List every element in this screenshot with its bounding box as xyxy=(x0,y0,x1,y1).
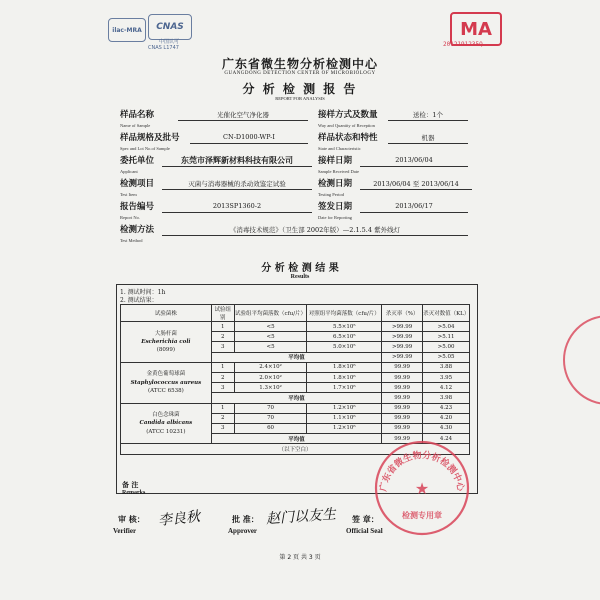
strain-name-cn: 白色念珠菌 xyxy=(152,412,180,418)
strain-code: (8099) xyxy=(156,347,176,353)
stamp-outer-text: 广东省微生物分析检测中心 xyxy=(378,450,466,493)
report-title-en: REPORT FOR ANALYSIS xyxy=(275,96,325,101)
spec-lot-sub: Spec and Lot No.of Sample xyxy=(120,146,170,151)
cell-kl: 3.95 xyxy=(423,372,470,382)
table-row xyxy=(121,322,470,332)
average-rate: 99.99 xyxy=(382,393,423,403)
cell-grp: 3 xyxy=(211,423,234,433)
test-result-note: 2. 测试结果： xyxy=(120,297,158,304)
org-name-cn: 广东省微生物分析检测中心 xyxy=(221,57,378,71)
cell-kl: >5.04 xyxy=(423,322,470,332)
period-label: 检测日期 xyxy=(318,179,353,189)
verifier-signature: 李良秋 xyxy=(157,508,201,530)
cell-ctrl: 6.5×10⁵ xyxy=(307,332,382,342)
cell-rate: >99.99 xyxy=(382,332,423,342)
cell-rate: 99.99 xyxy=(382,372,423,382)
cnas-logo xyxy=(148,14,192,40)
cell-rate: >99.99 xyxy=(382,342,423,352)
period-value: 2013/06/04 至 2013/06/14 xyxy=(373,180,459,188)
cell-test: <5 xyxy=(234,322,307,332)
cell-rate: 99.99 xyxy=(382,413,423,423)
item-value: 灭菌与消毒器械的杀动效鉴定试验 xyxy=(188,180,286,188)
method-sub: Test Method xyxy=(120,238,143,243)
cell-test: 1.3×10² xyxy=(234,383,307,393)
approver-signature: 赵门以友生 xyxy=(265,506,337,528)
official-stamp xyxy=(372,438,472,538)
strain-cell xyxy=(121,403,212,444)
approver-en: Approver xyxy=(228,527,258,535)
cell-grp: 3 xyxy=(211,383,234,393)
average-kl: 3.98 xyxy=(423,393,470,403)
strain-name-cn: 大肠杆菌 xyxy=(154,330,177,337)
method-label: 检测方法 xyxy=(120,225,155,235)
ilac-mra-logo xyxy=(108,18,146,42)
cell-test: 70 xyxy=(234,413,307,423)
strain-name-latin: Escherichia coli xyxy=(141,338,191,345)
cell-test: <5 xyxy=(234,332,307,342)
client-sub: Applicant xyxy=(120,169,138,174)
item-sub: Test Item xyxy=(120,192,137,197)
cell-rate: 99.99 xyxy=(382,403,423,413)
cell-kl: 4.20 xyxy=(423,413,470,423)
issue-date-value: 2013/06/17 xyxy=(395,202,433,210)
method-value: 《消毒技术规范》（卫生部 2002年版）—2.1.5.4 紫外线灯 xyxy=(229,226,401,234)
cell-test: 70 xyxy=(234,403,307,413)
cnas-label: CNAS xyxy=(156,22,184,32)
cell-ctrl: 1.8×10⁶ xyxy=(307,372,382,382)
cell-grp: 3 xyxy=(211,342,234,352)
sample-name-sub: Name of Sample xyxy=(120,123,151,128)
cell-kl: 4.12 xyxy=(423,383,470,393)
col-ctrl-avg: 对照组平均菌落数（cfu/片） xyxy=(307,305,382,322)
table-row xyxy=(121,403,470,413)
cell-grp: 2 xyxy=(211,372,234,382)
verifier-label: 审 核： xyxy=(118,515,145,524)
strain-cell xyxy=(121,322,212,363)
cma-label: MA xyxy=(460,18,492,40)
issue-date-sub: Date for Reporting xyxy=(318,215,352,220)
cell-kl: 4.23 xyxy=(423,403,470,413)
cell-ctrl: 1.1×10⁶ xyxy=(307,413,382,423)
col-test-avg: 试验组平均菌落数（cfu/片） xyxy=(234,305,307,322)
cell-grp: 2 xyxy=(211,332,234,342)
cell-ctrl: 1.2×10⁶ xyxy=(307,423,382,433)
received-sub: Sample Received Date xyxy=(318,169,359,174)
remarks-label: 备 注 xyxy=(122,481,139,489)
strain-code: (ATCC 10231) xyxy=(146,428,186,435)
cell-kl: >5.00 xyxy=(423,342,470,352)
seal-label: 签 章： xyxy=(352,515,379,524)
state-sub: State and Characteristic xyxy=(318,146,361,151)
client-label: 委托单位 xyxy=(120,156,155,166)
strain-cell xyxy=(121,362,212,403)
col-kill-rate: 杀灭率（%） xyxy=(382,305,423,322)
org-name-en: GUANGDONG DETECTION CENTER OF MICROBIOLOGY xyxy=(224,71,376,76)
client-value: 东莞市泽辉新材料科技有限公司 xyxy=(181,156,293,165)
table-row xyxy=(121,362,470,372)
average-label: 平均值 xyxy=(211,434,381,444)
sample-name-value: 光催化空气净化器 xyxy=(217,111,269,119)
strain-code: (ATCC 6538) xyxy=(147,387,184,394)
cell-ctrl: 5.5×10⁵ xyxy=(307,322,382,332)
cell-test: 60 xyxy=(234,423,307,433)
strain-name-cn: 金黄色葡萄球菌 xyxy=(146,371,186,378)
state-value: 机器 xyxy=(421,134,435,142)
report-no-value: 2013SP1360-2 xyxy=(212,202,262,210)
average-rate: >99.99 xyxy=(382,352,423,362)
cnas-reg-number: CNAS L1747 xyxy=(148,45,179,51)
cell-rate: 99.99 xyxy=(382,423,423,433)
col-kl: 杀灭对数值（KL） xyxy=(423,305,470,322)
cell-kl: 4.30 xyxy=(423,423,470,433)
average-kl: >5.05 xyxy=(423,352,470,362)
report-title-cn: 分 析 检 测 报 告 xyxy=(242,82,358,96)
method-qty-label: 接样方式及数量 xyxy=(318,110,378,120)
cell-test: <5 xyxy=(234,342,307,352)
spec-lot-label: 样品规格及批号 xyxy=(120,133,180,143)
cell-ctrl: 1.8×10⁶ xyxy=(307,362,382,372)
method-qty-sub: Way and Quantity of Reception xyxy=(318,123,375,128)
average-kl: 4.24 xyxy=(423,434,470,444)
cnas-cn-text: 中国认可 xyxy=(159,39,180,45)
cell-kl: >5.11 xyxy=(423,332,470,342)
cell-grp: 1 xyxy=(211,322,234,332)
received-label: 接样日期 xyxy=(318,156,353,166)
star-icon: ★ xyxy=(414,479,430,498)
col-strain: 试验菌株 xyxy=(121,305,212,322)
test-time-note: 1. 测试时间：1h xyxy=(120,289,166,296)
cell-rate: 99.99 xyxy=(382,362,423,372)
stamp-inner-text: 检测专用章 xyxy=(402,511,442,520)
period-sub: Testing Period xyxy=(318,192,345,197)
seal-en: Official Seal xyxy=(346,527,383,535)
cma-code: 2012191235Q xyxy=(443,41,483,48)
cell-kl: 3.88 xyxy=(423,362,470,372)
cell-test: 2.4×10² xyxy=(234,362,307,372)
cell-test: 2.0×10² xyxy=(234,372,307,382)
results-table xyxy=(120,304,470,455)
cell-rate: 99.99 xyxy=(382,383,423,393)
strain-name-latin: Candida albicans xyxy=(139,420,193,427)
approver-label: 批 准： xyxy=(232,515,259,524)
average-label: 平均值 xyxy=(211,352,381,362)
table-header-row xyxy=(121,305,470,322)
item-label: 检测项目 xyxy=(120,179,155,189)
cell-rate: >99.99 xyxy=(382,322,423,332)
cell-ctrl: 1.7×10⁶ xyxy=(307,383,382,393)
remarks-sub: Remarks xyxy=(122,490,146,496)
method-qty-value: 送检：1个 xyxy=(412,111,444,119)
received-value: 2013/06/04 xyxy=(395,156,433,164)
end-note: （以下空白） xyxy=(121,444,470,455)
strain-name-latin: Staphylococcus aureus xyxy=(130,379,202,386)
verifier-en: Verifier xyxy=(113,527,137,535)
results-title-cn: 分 析 检 测 结 果 xyxy=(261,263,339,274)
ilac-label: ilac-MRA xyxy=(112,26,142,34)
report-no-sub: Report No. xyxy=(120,215,140,220)
cell-grp: 1 xyxy=(211,403,234,413)
state-label: 样品状态和特性 xyxy=(318,133,378,143)
sample-name-label: 样品名称 xyxy=(120,110,155,120)
cell-grp: 2 xyxy=(211,413,234,423)
col-group: 试验组别 xyxy=(211,305,234,322)
edge-stamp xyxy=(560,310,600,410)
results-title-en: Results xyxy=(290,274,310,280)
average-rate: 99.99 xyxy=(382,434,423,444)
cell-grp: 1 xyxy=(211,362,234,372)
issue-date-label: 签发日期 xyxy=(318,202,353,212)
cell-ctrl: 5.0×10⁵ xyxy=(307,342,382,352)
spec-lot-value: CN-D1000-WP-I xyxy=(223,133,275,141)
report-no-label: 报告编号 xyxy=(120,202,155,212)
average-label: 平均值 xyxy=(211,393,381,403)
page-number: 第 2 页 共 3 页 xyxy=(279,554,321,561)
cell-ctrl: 1.2×10⁶ xyxy=(307,403,382,413)
